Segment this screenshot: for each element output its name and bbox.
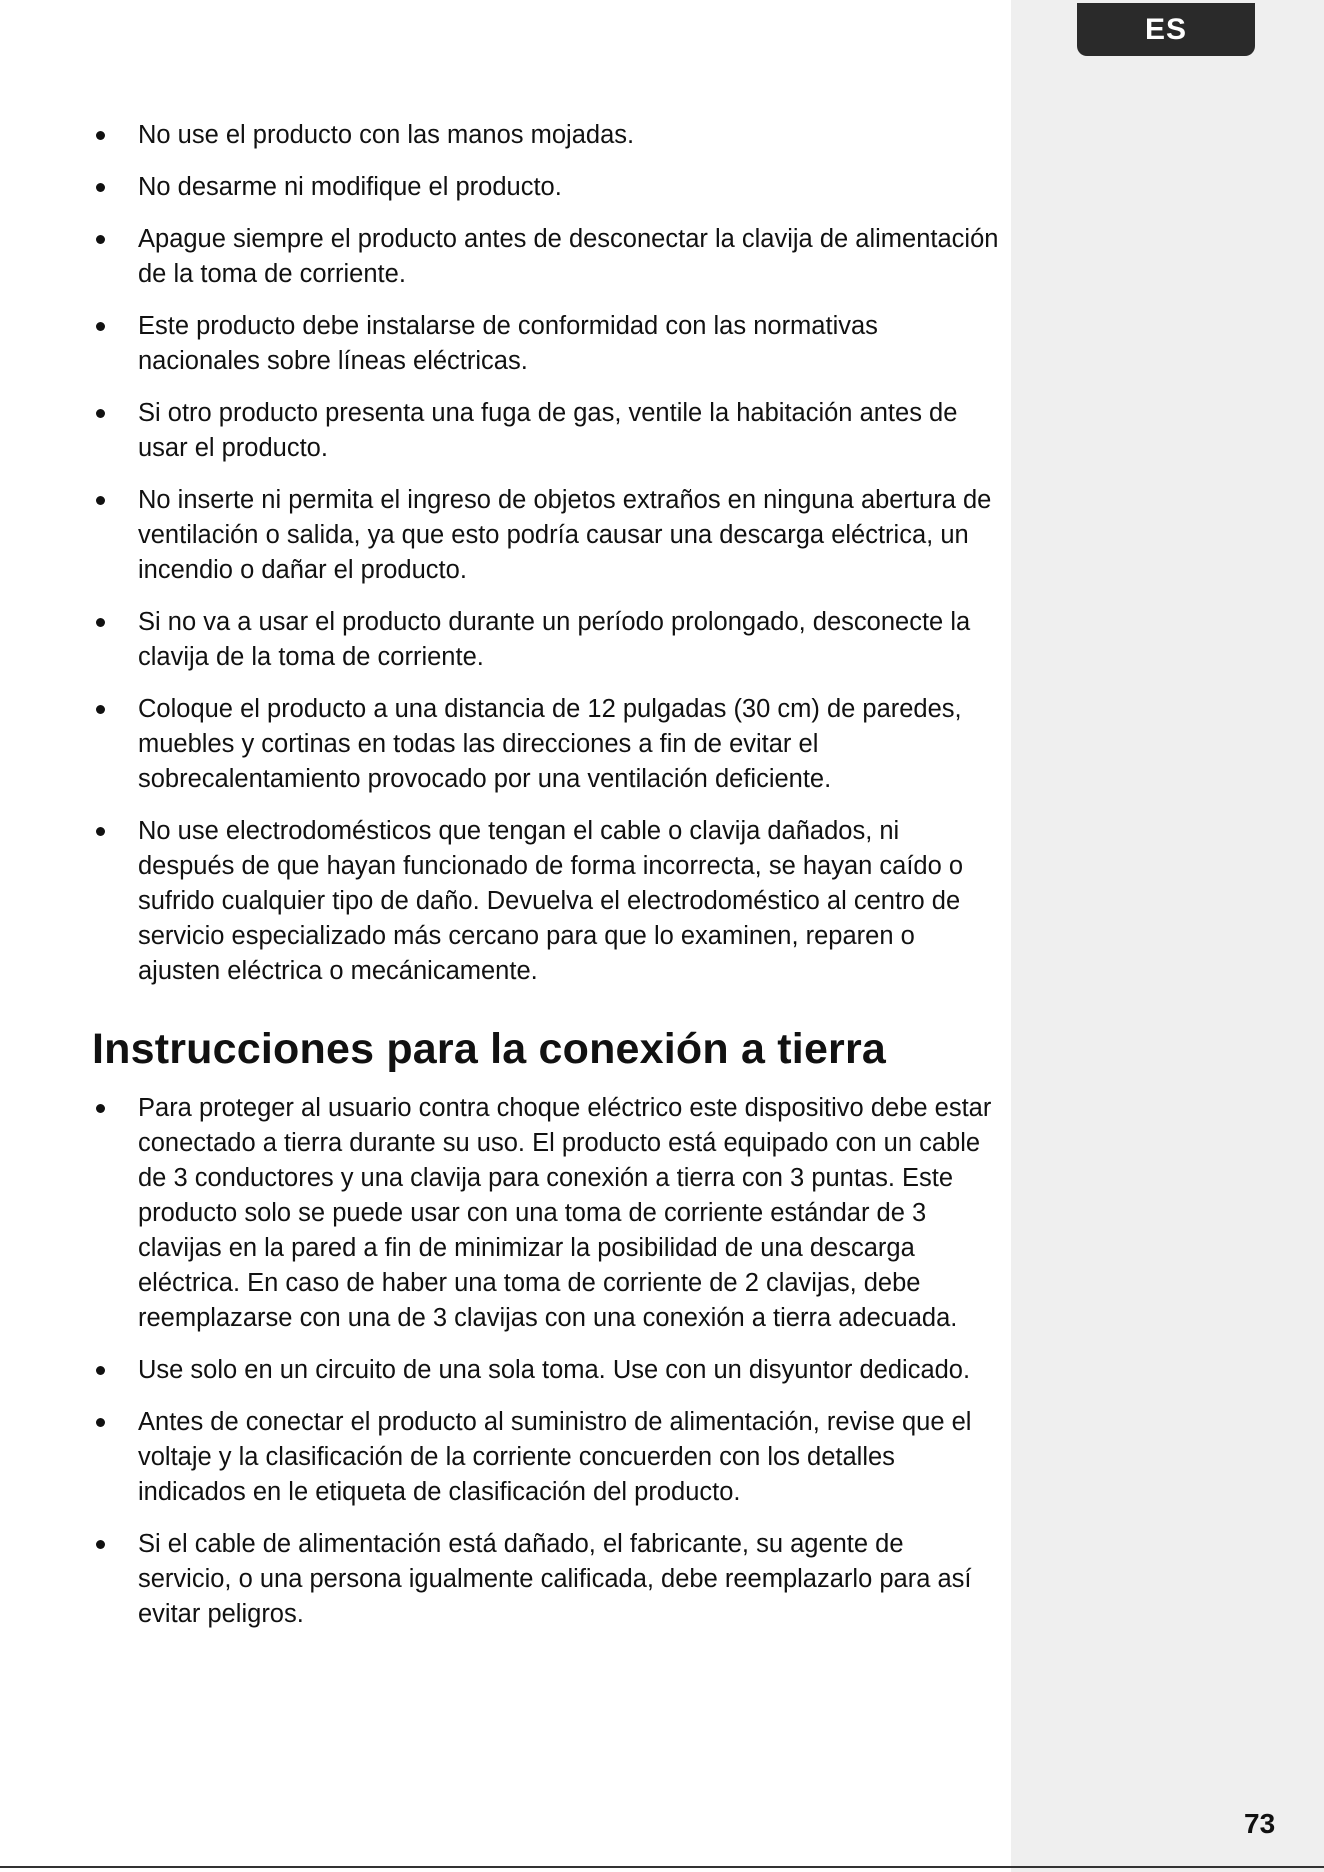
list-item <box>92 692 1002 797</box>
bottom-divider <box>0 1866 1324 1868</box>
bullet-icon <box>96 1104 105 1113</box>
list-item <box>92 483 1002 588</box>
list-item-text: No inserte ni permita el ingreso de objetos extraños en ninguna abertura de ventilación o salida, ya que esto podría causar una descarga eléctrica, un incendio o dañar el producto. <box>138 486 992 584</box>
list-item <box>92 814 1002 989</box>
grounding-list <box>92 1091 1002 1632</box>
list-item-text: Si otro producto presenta una fuga de gas, ventile la habitación antes de usar el producto. <box>138 399 958 462</box>
list-item <box>92 1353 1002 1388</box>
side-band <box>1011 0 1324 1872</box>
bullet-icon <box>96 322 105 331</box>
bullet-icon <box>96 827 105 836</box>
bullet-icon <box>96 409 105 418</box>
bullet-icon <box>96 1418 105 1427</box>
bullet-icon <box>96 618 105 627</box>
list-item-text: Si el cable de alimentación está dañado, el fabricante, su agente de servicio, o una persona igualmente calificada, debe reemplazarlo para así evitar peligros. <box>138 1530 972 1628</box>
list-item-text: Coloque el producto a una distancia de 12 pulgadas (30 cm) de paredes, muebles y cortinas en todas las direcciones a fin de evitar el sobrecalentamiento provocado por una ventilación deficiente. <box>138 695 962 793</box>
list-item <box>92 222 1002 292</box>
list-item <box>92 396 1002 466</box>
list-item-text: Apague siempre el producto antes de desconectar la clavija de alimentación de la toma de corriente. <box>138 225 999 288</box>
bullet-icon <box>96 705 105 714</box>
page-number: 73 <box>1244 1808 1276 1839</box>
list-item-text: No use el producto con las manos mojadas. <box>138 121 635 149</box>
list-item-text: Antes de conectar el producto al suministro de alimentación, revise que el voltaje y la clasificación de la corriente concuerden con los detalles indicados en le etiqueta de clasificación del producto. <box>138 1408 972 1506</box>
list-item <box>92 1091 1002 1336</box>
bullet-icon <box>96 235 105 244</box>
list-item <box>92 605 1002 675</box>
bullet-icon <box>96 131 105 140</box>
bullet-icon <box>96 183 105 192</box>
list-item-text: Use solo en un circuito de una sola toma. Use con un disyuntor dedicado. <box>138 1356 971 1384</box>
list-item <box>92 309 1002 379</box>
bullet-icon <box>96 1366 105 1375</box>
list-item <box>92 118 1002 153</box>
section-title: Instrucciones para la conexión a tierra <box>92 1025 887 1073</box>
list-item <box>92 1527 1002 1632</box>
list-item-text: No desarme ni modifique el producto. <box>138 173 562 201</box>
page-content <box>92 118 1002 1649</box>
safety-list <box>92 118 1002 989</box>
list-item-text: Este producto debe instalarse de conformidad con las normativas nacionales sobre líneas eléctricas. <box>138 312 878 375</box>
language-tab: ES <box>1077 3 1255 56</box>
bullet-icon <box>96 496 105 505</box>
list-item-text: No use electrodomésticos que tengan el cable o clavija dañados, ni después de que hayan funcionado de forma incorrecta, se hayan caído o sufrido cualquier tipo de daño. Devuelva el electrodoméstico al centro de servicio especializado más cercano para que lo examinen, reparen o ajusten eléctrica o mecánicamente. <box>138 817 964 985</box>
list-item-text: Para proteger al usuario contra choque eléctrico este dispositivo debe estar conectado a tierra durante su uso. El producto está equipado con un cable de 3 conductores y una clavija para conexión a tierra con 3 puntas. Este producto solo se puede usar con una toma de corriente estándar de 3 clavijas en la pared a fin de minimizar la posibilidad de una descarga eléctrica. En caso de haber una toma de corriente de 2 clavijas, debe reemplazarse con una de 3 clavijas con una conexión a tierra adecuada. <box>138 1094 992 1332</box>
list-item <box>92 1405 1002 1510</box>
list-item <box>92 170 1002 205</box>
bullet-icon <box>96 1540 105 1549</box>
list-item-text: Si no va a usar el producto durante un período prolongado, desconecte la clavija de la toma de corriente. <box>138 608 971 671</box>
